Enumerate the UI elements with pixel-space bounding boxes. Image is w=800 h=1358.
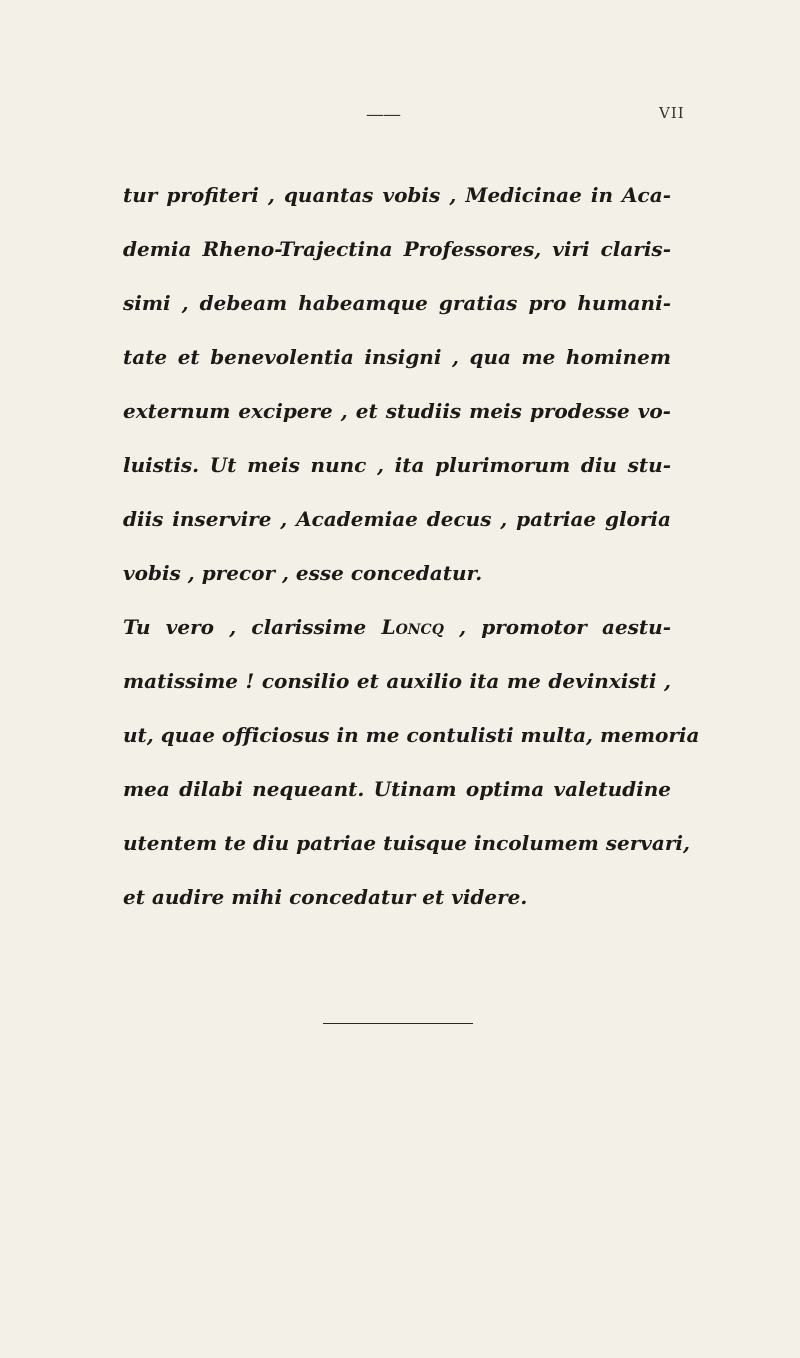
text-line: et audire mihi concedatur et videre. [123, 885, 528, 909]
promotor-name: Loncq [381, 615, 444, 639]
text-line [123, 600, 671, 654]
text-line: luistis. Ut meis nunc , ita plurimorum diu stu- [123, 453, 671, 477]
text-line: mea dilabi nequeant. Utinam optima valetudine [123, 777, 671, 801]
text-fragment: Tu vero , clarissime [123, 615, 382, 639]
text-line: simi , debeam habeamque gratias pro humani- [123, 291, 671, 315]
text-line: utentem te diu patriae tuisque incolumem servari, [123, 831, 690, 855]
text-line: vobis , precor , esse concedatur. [123, 561, 483, 585]
text-line: tate et benevolentia insigni , qua me hominem [123, 345, 671, 369]
text-line: tur profiteri , quantas vobis , Medicinae in Aca- [123, 183, 671, 207]
text-line: matissime ! consilio et auxilio ita me devinxisti , [123, 669, 671, 693]
page-number: VII [659, 104, 685, 122]
header-dash: —— [366, 104, 400, 125]
text-line: externum excipere , et studiis meis prodesse vo- [123, 399, 671, 423]
text-line: demia Rheno-Trajectina Professores, viri claris- [123, 237, 671, 261]
text-line: diis inservire , Academiae decus , patriae gloria [123, 507, 671, 531]
body-text [123, 168, 700, 924]
closing-rule [323, 1023, 473, 1024]
text-fragment: , promotor aestu- [443, 615, 672, 639]
text-line: ut, quae officiosus in me contulisti multa, memoria [123, 723, 700, 747]
